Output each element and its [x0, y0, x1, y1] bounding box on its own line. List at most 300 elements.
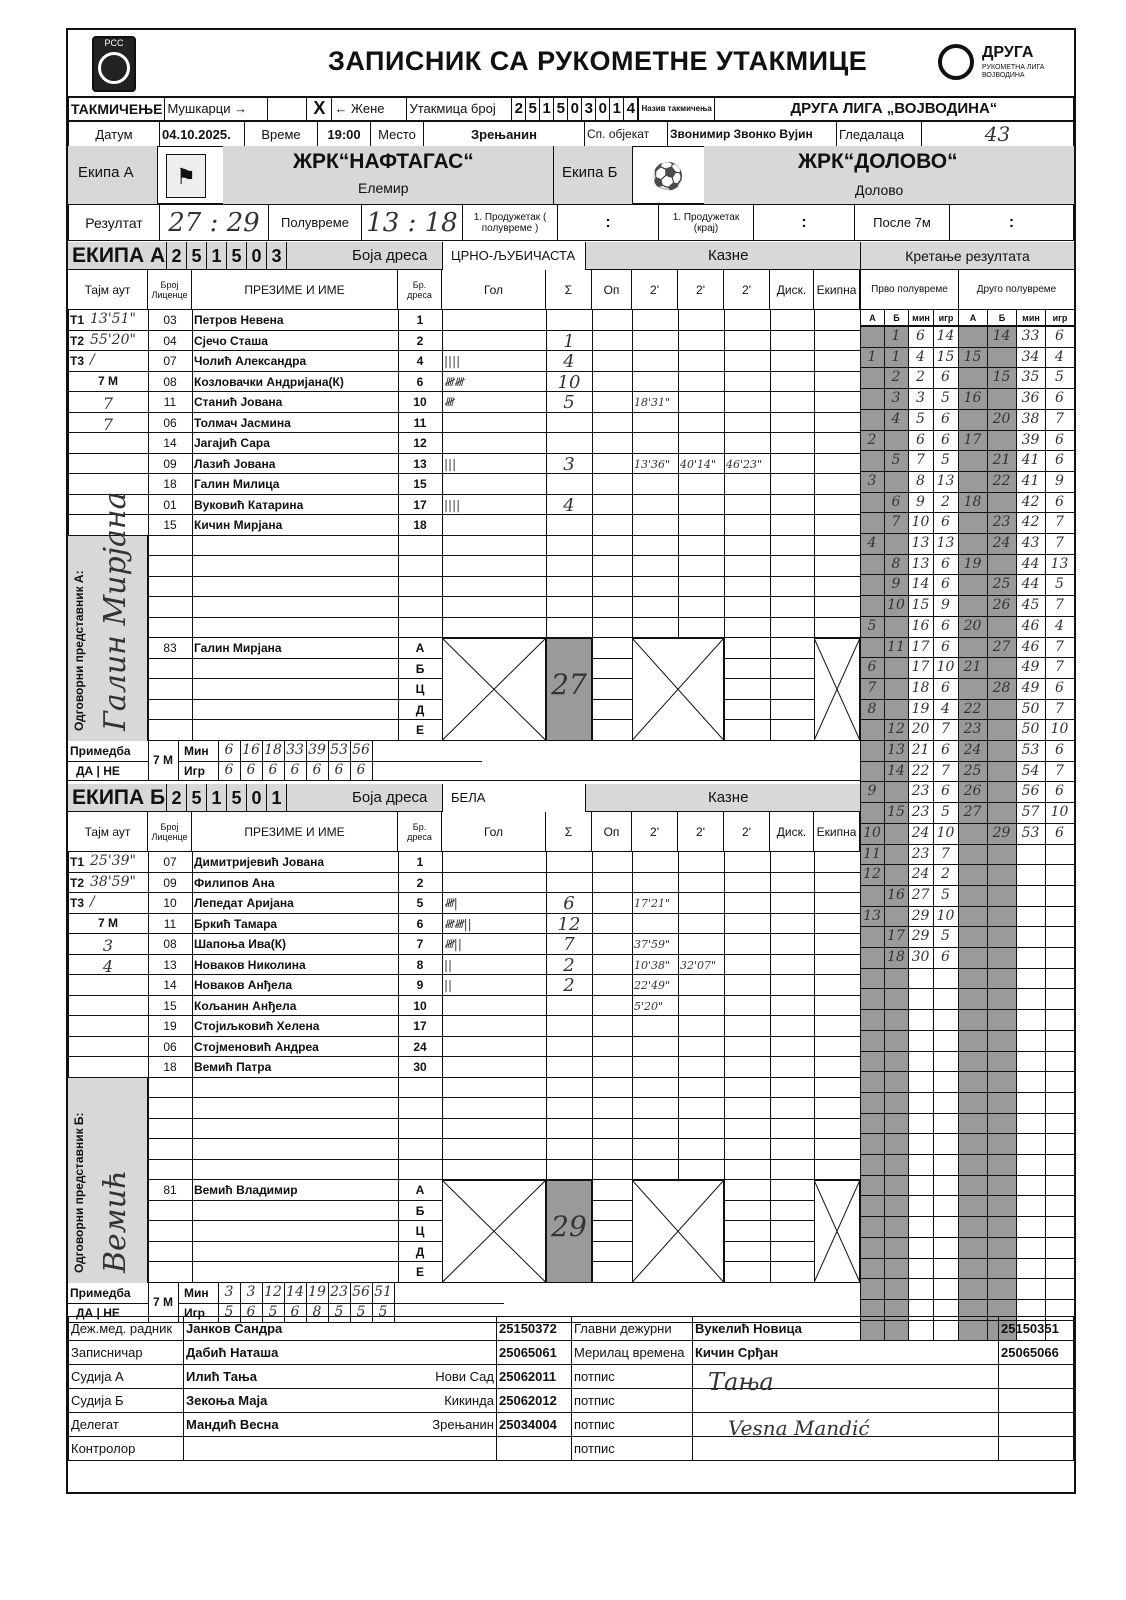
team-title: ЕКИПА Б: [72, 786, 166, 809]
delegate-signature: Vesna Mandić: [728, 1416, 870, 1440]
seven-m-player: 6: [268, 761, 278, 778]
scoring-cell: 6: [941, 638, 950, 655]
timeout-time: 55'20": [90, 331, 136, 348]
scoring-col-header: игр: [1045, 310, 1074, 326]
scoring-cell: 13: [936, 535, 955, 551]
place-label: Место: [371, 122, 424, 147]
suspension-1: 18'31": [634, 396, 671, 409]
official-city: Зрењанин: [412, 1413, 497, 1437]
scoring-cell: 34: [1021, 348, 1040, 365]
scoring-cell: 1: [891, 348, 901, 365]
scoring-cell: 44: [1021, 576, 1040, 593]
scoring-cell: 50: [1021, 721, 1040, 738]
sum-header: Σ: [546, 270, 592, 310]
suspension-1: 22'49": [634, 979, 671, 992]
scoring-cell: 3: [867, 472, 877, 489]
license-number: 06: [163, 415, 177, 430]
scoring-cell: 50: [1021, 700, 1040, 717]
goal-tally: 𝍸|: [444, 896, 458, 910]
scoring-cell: 10: [911, 514, 930, 531]
scoring-cell: 6: [1055, 679, 1064, 696]
license-number: 14: [163, 436, 177, 450]
scoring-cell: 3: [916, 390, 925, 407]
scoring-cell: 5: [941, 886, 950, 903]
goal-tally: 𝍸𝍸: [444, 374, 464, 389]
scoring-cell: 18: [963, 493, 982, 510]
player-name: Стојменовић Андреа: [194, 1039, 319, 1054]
yes-no: ДА | НЕ: [76, 763, 120, 778]
goal-tally: ||: [444, 957, 453, 972]
scoring-cell: 24: [911, 824, 930, 841]
license-number: 08: [163, 937, 177, 951]
scoring-cell: 15: [887, 804, 905, 821]
official-letter: Д: [415, 1244, 425, 1259]
goal-sum: 7: [563, 937, 575, 952]
time-value: 19:00: [318, 122, 371, 147]
scoring-cell: 13: [911, 535, 930, 551]
match-no-label: Утакмица број: [407, 97, 512, 121]
penalties-label: Казне: [708, 247, 749, 264]
license-number: 18: [163, 1060, 177, 1074]
goal-sum: 4: [563, 497, 575, 513]
warning-header: Оп: [592, 270, 632, 310]
igr-label: Игр: [184, 763, 205, 778]
scoring-cell: 49: [1021, 679, 1040, 696]
rep-signature: Вемић: [98, 1169, 133, 1273]
scoring-cell: 13: [1050, 555, 1069, 572]
official-city: [412, 1437, 497, 1461]
competition-name: ДРУГА ЛИГА „ВОЈВОДИНА“: [714, 97, 1073, 121]
team-total-goals: 27: [551, 668, 587, 701]
timeout-label: Т2: [70, 875, 85, 890]
jersey-number: 10: [413, 395, 427, 409]
jersey-number: 7: [416, 937, 424, 951]
scoring-cell: 2: [867, 431, 877, 448]
timeout-label: Т1: [70, 855, 85, 869]
jersey-number: 17: [413, 497, 427, 512]
scoring-cell: 28: [992, 679, 1011, 696]
team-code-digit: 0: [246, 784, 266, 812]
official-letter: Ц: [415, 682, 425, 696]
scoring-cell: 7: [1055, 700, 1064, 717]
seven-m-minute: 51: [374, 1283, 392, 1300]
team-code-digit: 2: [166, 784, 186, 812]
second-half-header: Друго полувреме: [958, 270, 1074, 310]
scoring-cell: 8: [891, 555, 901, 572]
seven-m-player: 6: [312, 761, 322, 778]
teams-row: [68, 146, 1074, 204]
seven-m-minute: 3: [246, 1283, 256, 1300]
seven-m-player: 5: [268, 1303, 278, 1320]
scoring-cell: 5: [891, 452, 901, 469]
ot1-end-score: :: [754, 205, 855, 241]
scoring-cell: 54: [1021, 762, 1040, 779]
seven-m-minute: 56: [352, 1283, 370, 1300]
scoring-progress: [860, 242, 1074, 1316]
scoring-cell: 35: [1021, 369, 1040, 386]
disq-header: Диск.: [770, 270, 814, 310]
scoring-cell: 12: [887, 721, 905, 738]
result-row: [68, 204, 1074, 241]
scoring-cell: 17: [911, 659, 930, 676]
scoring-cell: 4: [941, 700, 950, 717]
scoring-cell: 20: [963, 617, 982, 634]
scoring-cell: 22: [992, 472, 1011, 489]
kit-color: ЦРНО-ЉУБИЧАСТА: [442, 242, 586, 270]
scoring-cell: 18: [911, 679, 930, 696]
timeout-label: Т2: [70, 333, 85, 348]
team-total-goals: 29: [551, 1210, 587, 1243]
official-letter: Д: [415, 702, 425, 717]
suspension-1: 37'59": [634, 938, 671, 951]
name-header: ПРЕЗИМЕ И ИМЕ: [192, 270, 398, 310]
suspension-header: 2': [678, 812, 724, 852]
official-license-2: [999, 1437, 1074, 1461]
women-label: ← Жене: [332, 97, 407, 121]
number-header: Бр. дреса: [398, 270, 442, 310]
official-person: Дабић Наташа: [184, 1341, 413, 1365]
team-title: ЕКИПА А: [72, 244, 166, 267]
scoring-col-header: мин: [1016, 310, 1045, 326]
scoring-cell: 27: [992, 638, 1011, 655]
scoring-cell: 5: [941, 928, 950, 945]
scoring-cell: 42: [1021, 514, 1040, 531]
suspension-1: 10'38": [634, 958, 671, 972]
scoring-cell: 25: [992, 576, 1011, 593]
official-name: Вемић Владимир: [194, 1183, 298, 1197]
license-number: 09: [163, 456, 177, 471]
scoring-cell: 26: [963, 783, 982, 800]
scoring-cell: 6: [941, 617, 950, 634]
scoring-cell: 24: [992, 535, 1011, 551]
competition-label: ТАКМИЧЕЊЕ: [69, 97, 165, 121]
official-license: 83: [163, 641, 177, 655]
goal-sum: 4: [563, 354, 575, 369]
scoring-cell: 5: [1055, 369, 1064, 386]
scoring-cell: 22: [963, 700, 982, 717]
timeout-time: 38'59": [90, 873, 136, 890]
ot1-end-label: 1. Продужетак (крај): [659, 205, 754, 241]
scoring-cell: 7: [1055, 514, 1064, 531]
scoring-cell: 6: [941, 742, 950, 758]
first-half-header: Прво полувреме: [860, 270, 958, 310]
suspension-3: 46'23": [726, 457, 763, 471]
side-mark: 7 М: [97, 373, 118, 388]
player-name: Вуковић Катарина: [194, 497, 304, 512]
scoring-cell: 14: [992, 328, 1011, 344]
scoring-cell: 13: [887, 742, 905, 758]
goal-header: Гол: [442, 270, 546, 310]
player-name: Лепедат Аријана: [194, 896, 294, 910]
team-b-section: [68, 784, 860, 1320]
scoring-col-header: мин: [908, 310, 933, 326]
jersey-number: 6: [416, 374, 424, 389]
match-no-digit: 3: [582, 98, 596, 120]
scoring-cell: 5: [941, 390, 950, 407]
timeout-header: Тајм аут: [68, 270, 148, 310]
half-label: Полувреме: [269, 205, 362, 241]
scoring-cell: 8: [916, 472, 925, 489]
official-person-2: Кичин Срђан: [693, 1341, 999, 1365]
scoring-cell: 1: [891, 328, 901, 344]
official-city: [412, 1341, 497, 1365]
scoring-cell: 7: [1055, 659, 1064, 676]
official-role-2: потпис: [572, 1365, 693, 1389]
scoring-cell: 5: [941, 452, 950, 469]
scoring-cell: 6: [1055, 783, 1064, 800]
scoring-cell: 9: [941, 597, 950, 614]
scoring-cell: 29: [911, 928, 930, 945]
team-b-name: ЖРК“ДОЛОВО“: [798, 150, 958, 173]
scoring-cell: 43: [1021, 535, 1040, 551]
druga-logo-sub: РУКОМЕТНА ЛИГА ВОЈВОДИНА: [982, 64, 1045, 79]
officials-table: [68, 1316, 1074, 1461]
scoring-cell: 41: [1021, 452, 1040, 469]
player-name: Шапоња Ива(К): [194, 937, 287, 951]
jersey-number: 15: [413, 477, 427, 491]
scoring-cell: 9: [891, 576, 901, 593]
header: [68, 30, 1074, 98]
scoring-cell: 6: [916, 431, 925, 448]
scoring-cell: 10: [863, 824, 881, 841]
license-number: 03: [163, 313, 177, 327]
name-header: ПРЕЗИМЕ И ИМЕ: [192, 812, 398, 852]
scoring-cell: 13: [936, 472, 955, 489]
time-label: Време: [245, 122, 318, 147]
spectators-value: 43: [922, 122, 1074, 147]
official-letter: Б: [415, 661, 425, 676]
scoring-cell: 46: [1021, 638, 1040, 655]
seven-m-minute: 18: [264, 741, 282, 758]
scoring-cell: 11: [887, 638, 905, 655]
yes-no: ДА | НЕ: [76, 1305, 120, 1320]
scoring-cell: 7: [916, 452, 925, 469]
scoring-cell: 6: [1055, 452, 1064, 469]
scoring-cell: 6: [941, 679, 950, 696]
goal-tally: 𝍸||: [444, 937, 462, 951]
scoring-cell: 14: [887, 762, 905, 779]
official-license: 25062012: [497, 1389, 572, 1413]
timeout-time: /: [90, 894, 95, 910]
official-person: [184, 1437, 413, 1461]
official-person: Зекоња Маја: [184, 1389, 413, 1413]
official-role: Записничар: [69, 1341, 184, 1365]
scoring-cell: 57: [1021, 804, 1040, 821]
scoring-cell: 9: [916, 493, 925, 510]
scoring-cell: 15: [936, 348, 955, 365]
side-mark: 7: [102, 414, 114, 434]
goal-header: Гол: [442, 812, 546, 852]
official-license: 81: [163, 1183, 177, 1197]
goal-tally: ||: [444, 978, 453, 992]
scoring-cell: 13: [911, 555, 930, 572]
min-label: Мин: [184, 743, 209, 758]
jersey-number: 18: [413, 518, 427, 532]
scoring-cell: 6: [941, 431, 950, 448]
team-code-digit: 1: [206, 242, 226, 270]
suspension-1: 13'36": [634, 457, 671, 471]
player-name: Петров Невена: [194, 313, 284, 327]
notes-label: Примедба: [70, 1285, 131, 1300]
official-city: Кикинда: [412, 1389, 497, 1413]
rep-signature: Галин Мирјана: [98, 490, 133, 731]
scoring-cell: 2: [941, 866, 950, 883]
match-no-digit: 0: [568, 98, 582, 120]
scoring-cell: 5: [1055, 576, 1064, 593]
scoring-cell: 53: [1021, 824, 1040, 841]
official-license: 25065061: [497, 1341, 572, 1365]
scoring-col-header: А: [860, 310, 884, 326]
team-b-logo-icon: ⚽: [651, 161, 685, 191]
goal-sum: 10: [557, 374, 581, 390]
scoring-cell: 23: [911, 783, 930, 800]
goal-sum: 1: [563, 333, 575, 349]
rss-logo-text: РСС: [104, 38, 124, 48]
license-number: 07: [163, 855, 177, 869]
competition-mark: Х: [307, 97, 332, 121]
suspension-header: 2': [724, 812, 770, 852]
rep-label: Одговорни представник Б:: [72, 1111, 86, 1273]
suspension-1: 5'20": [634, 999, 664, 1013]
place-value: Зрењанин: [424, 122, 585, 147]
official-role-2: потпис: [572, 1437, 693, 1461]
seven-m-minute: 14: [286, 1283, 304, 1300]
team-code-digit: 5: [186, 242, 206, 270]
scoring-cell: 6: [941, 555, 950, 572]
cross-box-icon: [442, 638, 546, 741]
jersey-number: 11: [413, 415, 427, 430]
suspension-header: 2': [632, 270, 678, 310]
info-row-2: [68, 121, 1074, 147]
side-mark: 7 М: [97, 915, 118, 930]
scoring-cell: 2: [916, 369, 925, 386]
scoring-cell: 18: [887, 949, 905, 965]
scoring-cell: 24: [911, 866, 930, 883]
scoring-cell: 14: [936, 328, 955, 344]
scoring-cell: 10: [936, 907, 955, 924]
player-name: Козловачки Андријана(К): [194, 374, 344, 389]
scoring-cell: 23: [963, 721, 982, 738]
player-name: Толмач Јасмина: [194, 415, 291, 430]
license-number: 13: [163, 957, 177, 972]
seven-m-minute: 39: [308, 741, 326, 758]
scoring-col-header: А: [958, 310, 987, 326]
player-name: Новаков Анђела: [194, 978, 292, 992]
seven-m-minute: 53: [330, 741, 348, 758]
scoring-cell: 15: [992, 369, 1011, 386]
team-a-city: Елемир: [358, 180, 409, 196]
seven-m-player: 5: [334, 1303, 344, 1320]
date-value: 04.10.2025.: [160, 122, 245, 147]
team-a-section: [68, 242, 860, 784]
seven-m-player: 6: [290, 761, 300, 778]
scoring-cell: 29: [992, 824, 1011, 841]
scoring-cell: 5: [941, 804, 950, 821]
side-mark: 3: [102, 936, 114, 955]
seven-m-minute: 6: [224, 741, 234, 758]
scoring-cell: 6: [1055, 493, 1064, 510]
scoring-cell: 56: [1021, 783, 1040, 800]
seven-m-minute: 3: [224, 1283, 234, 1300]
license-number: 07: [163, 354, 177, 368]
scoring-cell: 12: [863, 866, 881, 883]
team-code-digit: 0: [246, 242, 266, 270]
team-code-digit: 3: [266, 242, 286, 270]
suspension-2: 40'14": [680, 457, 717, 471]
kit-color: БЕЛА: [442, 784, 586, 812]
match-no-digit: 0: [596, 98, 610, 120]
scoring-cell: 17: [963, 431, 982, 448]
player-name: Галин Милица: [194, 477, 280, 491]
timeout-time: 13'51": [90, 311, 136, 327]
scoring-cell: 6: [941, 514, 950, 531]
scoring-cell: 10: [936, 659, 955, 676]
official-letter: А: [415, 1183, 425, 1197]
player-name: Филипов Ана: [194, 875, 275, 890]
match-no-digit: 5: [526, 98, 540, 120]
scoring-cell: 39: [1021, 431, 1040, 448]
official-license-2: [999, 1365, 1074, 1389]
scoring-title: Кретање резултата: [860, 242, 1074, 270]
disq-header: Диск.: [770, 812, 814, 852]
rss-logo-icon: [92, 36, 136, 92]
after7-label: После 7м: [855, 205, 950, 241]
scoring-cell: 27: [911, 886, 930, 903]
scoring-cell: 7: [1055, 597, 1064, 614]
jersey-number: 2: [416, 333, 424, 348]
jersey-number: 4: [416, 354, 424, 368]
license-header: Број Лиценце: [148, 270, 192, 310]
jersey-number: 2: [416, 875, 424, 890]
scoring-cell: 29: [911, 907, 930, 924]
player-name: Бркић Тамара: [194, 916, 278, 931]
goal-sum: 6: [563, 896, 575, 911]
scoring-cell: 7: [867, 679, 877, 696]
player-name: Станић Јована: [194, 395, 283, 409]
scoring-cell: 23: [911, 845, 930, 862]
scoring-cell: 4: [916, 348, 925, 365]
seven-m-player: 6: [224, 761, 234, 778]
jersey-number: 8: [416, 957, 424, 972]
timeout-time: 25'39": [90, 853, 136, 869]
scoring-cell: 11: [863, 845, 881, 862]
men-label: Мушкарци →: [165, 97, 268, 121]
team-a-name: ЖРК“НАФТАГАС“: [293, 150, 474, 173]
player-name: Сјечо Сташа: [194, 333, 268, 348]
scoring-cell: 27: [963, 804, 982, 821]
scoring-cell: 10: [936, 824, 955, 841]
match-no-digit: 5: [554, 98, 568, 120]
goal-sum: 2: [563, 978, 575, 993]
jersey-number: 24: [413, 1039, 427, 1054]
team-penalty-header: Екипна: [814, 270, 860, 310]
info-row-1: [68, 96, 1074, 121]
seven-m-minute: 56: [352, 741, 370, 758]
scoring-cell: 6: [941, 410, 950, 427]
scoring-cell: 15: [963, 348, 982, 365]
official-role: Деж.мед. радник: [69, 1317, 184, 1341]
seven-m-player: 6: [246, 1303, 256, 1320]
kit-label: Боја дреса: [352, 789, 428, 806]
spectators-label: Гледалаца: [837, 122, 922, 147]
side-mark: 7: [102, 394, 114, 413]
half-score: 13 : 18: [362, 205, 463, 241]
license-number: 11: [163, 395, 177, 409]
official-role: Судија Б: [69, 1389, 184, 1413]
player-name: Кољанин Анђела: [194, 998, 297, 1013]
scoring-cell: 24: [963, 742, 982, 758]
igr-label: Игр: [184, 1305, 205, 1320]
